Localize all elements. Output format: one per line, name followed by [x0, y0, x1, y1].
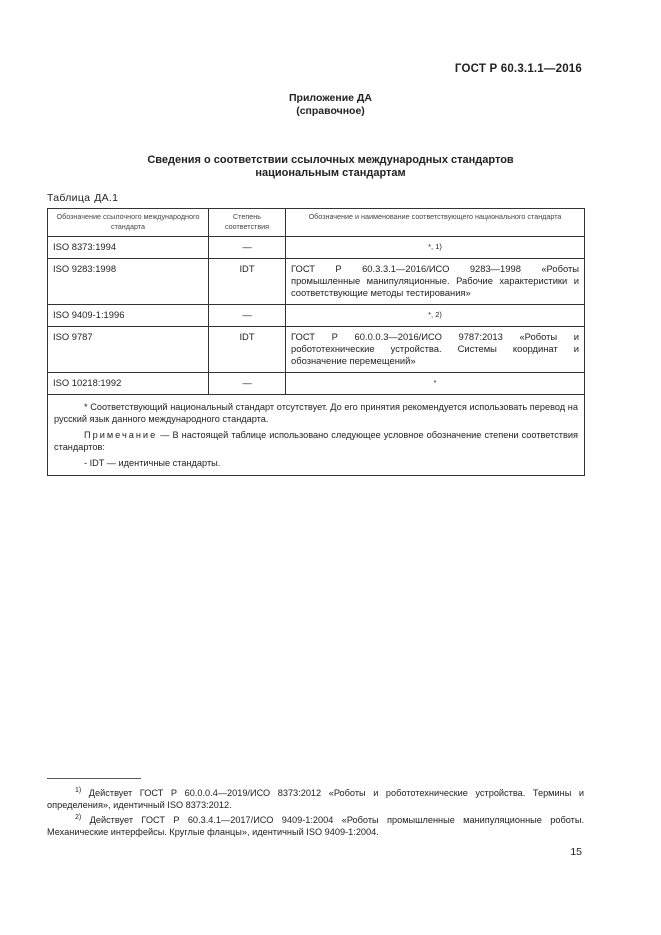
note-text: — В настоящей таблице использовано следующее условное обозначение степени соответствия стандартов:	[54, 430, 578, 452]
header-reference: Обозначение ссылочного международного стандарта	[48, 209, 209, 237]
cell-reference: ISO 9787	[48, 327, 209, 373]
footnote-mark: 2)	[75, 814, 82, 821]
document-id: ГОСТ Р 60.3.1.1—2016	[454, 63, 582, 75]
table-footer-row	[48, 395, 585, 476]
cell-national: *, 2)	[286, 305, 585, 327]
annex-title: Приложение ДА	[289, 92, 372, 104]
table-row	[48, 259, 585, 305]
cell-national: *, 1)	[286, 237, 585, 259]
cell-reference: ISO 9409-1:1996	[48, 305, 209, 327]
footnote-text: Действует ГОСТ Р 60.3.4.1—2017/ИСО 9409-1:2004 «Роботы промышленные манипуляционные роботы. Механические интерфейсы. Круглые фланцы», идентичный ISO 9409-1:2004.	[47, 815, 584, 838]
cell-reference: ISO 9283:1998	[48, 259, 209, 305]
cell-reference: ISO 8373:1994	[48, 237, 209, 259]
page-footnote-2	[47, 812, 584, 838]
note-label: Примечание	[84, 430, 158, 440]
annex-heading	[0, 92, 661, 118]
table-note	[54, 429, 578, 453]
cell-national: *	[286, 373, 585, 395]
header-national: Обозначение и наименование соответствующего национального стандарта	[286, 209, 585, 237]
table-row	[48, 305, 585, 327]
cell-degree: IDT	[209, 327, 286, 373]
section-title	[0, 154, 661, 180]
annex-subtitle: (справочное)	[296, 105, 365, 117]
table-caption	[47, 192, 118, 204]
cell-degree: —	[209, 237, 286, 259]
cell-national: ГОСТ Р 60.0.0.3—2016/ИСО 9787:2013 «Роботы и робототехнические устройства. Системы координат и обозначение перемещений»	[286, 327, 585, 373]
page-number: 15	[570, 846, 582, 858]
cell-degree: IDT	[209, 259, 286, 305]
footnote-text: Действует ГОСТ Р 60.0.0.4—2019/ИСО 8373:2012 «Роботы и робототехнические устройства. Термины и определения», идентичный ISO 8373:2012.	[47, 788, 584, 811]
table-row	[48, 327, 585, 373]
table-header-row	[48, 209, 585, 237]
table-caption-word: Таблица	[47, 192, 91, 204]
section-title-line2: национальным стандартам	[255, 167, 406, 179]
correspondence-table	[47, 208, 585, 476]
cell-degree: —	[209, 373, 286, 395]
header-degree: Степень соответствия	[209, 209, 286, 237]
table-row	[48, 237, 585, 259]
cell-degree: —	[209, 305, 286, 327]
table-footer	[48, 395, 585, 476]
footnote-mark: 1)	[75, 787, 82, 794]
table-row	[48, 373, 585, 395]
page-footnote-1	[47, 785, 584, 811]
note-item: - IDT — идентичные стандарты.	[84, 458, 221, 468]
table-footnote: * Соответствующий национальный стандарт отсутствует. До его принятия рекомендуется использовать перевод на русский язык данного международного стандарта.	[54, 402, 578, 424]
cell-reference: ISO 10218:1992	[48, 373, 209, 395]
section-title-line1: Сведения о соответствии ссылочных международных стандартов	[147, 154, 514, 166]
cell-national: ГОСТ Р 60.3.3.1—2016/ИСО 9283—1998 «Роботы промышленные манипуляционные. Рабочие характеристики и соответствующие методы тестирования»	[286, 259, 585, 305]
table-caption-number: ДА.1	[94, 192, 119, 204]
footnote-separator	[47, 778, 141, 779]
